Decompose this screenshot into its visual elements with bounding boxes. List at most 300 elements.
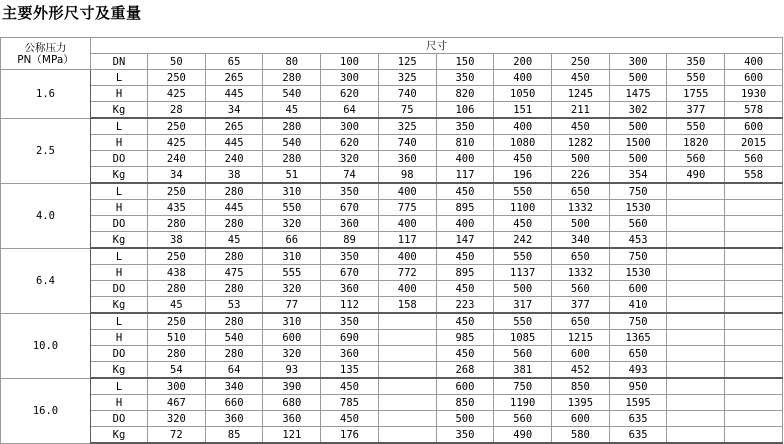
value-cell: 280	[263, 70, 321, 86]
dimension-label-cell: H	[91, 86, 148, 102]
table-header-row	[1, 38, 783, 54]
value-cell: 400	[494, 118, 552, 135]
value-cell: 196	[494, 167, 552, 184]
value-cell: 775	[378, 200, 436, 216]
value-cell	[667, 183, 725, 200]
value-cell: 280	[205, 346, 263, 362]
value-cell: 650	[552, 183, 610, 200]
value-cell: 493	[609, 362, 667, 379]
value-cell	[725, 346, 783, 362]
table-row	[1, 216, 783, 232]
table-row	[1, 346, 783, 362]
table-row	[1, 248, 783, 265]
value-cell: 1755	[667, 86, 725, 102]
table-row	[1, 135, 783, 151]
value-cell	[667, 378, 725, 395]
value-cell	[378, 411, 436, 427]
value-cell	[725, 200, 783, 216]
dimension-label-cell: L	[91, 118, 148, 135]
dimension-label-cell: Kg	[91, 297, 148, 314]
value-cell	[725, 265, 783, 281]
value-cell: 280	[205, 248, 263, 265]
value-cell: 740	[378, 86, 436, 102]
value-cell: 1050	[494, 86, 552, 102]
value-cell: 550	[494, 248, 552, 265]
value-cell: 467	[148, 395, 206, 411]
value-cell: 325	[378, 118, 436, 135]
pressure-cell: 16.0	[1, 378, 91, 443]
value-cell: 500	[436, 411, 494, 427]
value-cell	[667, 297, 725, 314]
value-cell: 300	[321, 118, 379, 135]
value-cell: 1332	[552, 265, 610, 281]
value-cell	[667, 216, 725, 232]
value-cell: 772	[378, 265, 436, 281]
value-cell: 390	[263, 378, 321, 395]
pressure-cell: 1.6	[1, 70, 91, 119]
page-title: 主要外形尺寸及重量	[2, 4, 142, 22]
value-cell	[725, 216, 783, 232]
value-cell: 445	[205, 200, 263, 216]
value-cell: 950	[609, 378, 667, 395]
value-cell: 280	[205, 281, 263, 297]
value-cell: 320	[263, 281, 321, 297]
value-cell	[667, 281, 725, 297]
dn-value-cell: 80	[263, 54, 321, 70]
value-cell	[378, 346, 436, 362]
value-cell: 635	[609, 427, 667, 444]
value-cell: 1080	[494, 135, 552, 151]
table-row	[1, 313, 783, 330]
dimension-label-cell: Kg	[91, 102, 148, 119]
value-cell: 350	[436, 427, 494, 444]
value-cell: 438	[148, 265, 206, 281]
table-row	[1, 411, 783, 427]
value-cell: 540	[205, 330, 263, 346]
value-cell: 650	[609, 346, 667, 362]
value-cell: 895	[436, 200, 494, 216]
value-cell: 560	[494, 411, 552, 427]
value-cell: 280	[148, 346, 206, 362]
value-cell	[725, 362, 783, 379]
value-cell	[667, 362, 725, 379]
value-cell: 360	[378, 151, 436, 167]
value-cell: 453	[609, 232, 667, 249]
dimension-label-cell: DO	[91, 346, 148, 362]
table-row	[1, 183, 783, 200]
value-cell: 1820	[667, 135, 725, 151]
value-cell: 280	[263, 151, 321, 167]
value-cell: 550	[494, 183, 552, 200]
dimension-label-cell: DO	[91, 411, 148, 427]
value-cell: 354	[609, 167, 667, 184]
value-cell: 1100	[494, 200, 552, 216]
value-cell	[725, 297, 783, 314]
value-cell	[667, 346, 725, 362]
value-cell: 226	[552, 167, 610, 184]
value-cell: 500	[494, 281, 552, 297]
value-cell	[667, 395, 725, 411]
table-row	[1, 427, 783, 444]
value-cell: 51	[263, 167, 321, 184]
value-cell	[378, 427, 436, 444]
value-cell: 435	[148, 200, 206, 216]
value-cell	[378, 362, 436, 379]
dn-value-cell: 250	[552, 54, 610, 70]
value-cell: 360	[321, 281, 379, 297]
value-cell: 135	[321, 362, 379, 379]
value-cell: 558	[725, 167, 783, 184]
table-row	[1, 378, 783, 395]
value-cell	[667, 313, 725, 330]
value-cell: 360	[321, 346, 379, 362]
value-cell	[378, 330, 436, 346]
value-cell: 2015	[725, 135, 783, 151]
value-cell	[667, 232, 725, 249]
value-cell: 340	[552, 232, 610, 249]
value-cell: 450	[552, 118, 610, 135]
value-cell: 785	[321, 395, 379, 411]
dimension-label-cell: DO	[91, 151, 148, 167]
size-header-cell: 尺寸	[91, 38, 783, 54]
value-cell: 670	[321, 265, 379, 281]
dn-label-cell: DN	[91, 54, 148, 70]
value-cell: 250	[148, 118, 206, 135]
value-cell: 151	[494, 102, 552, 119]
value-cell: 89	[321, 232, 379, 249]
value-cell	[725, 427, 783, 444]
table-row	[1, 362, 783, 379]
table-row	[1, 167, 783, 184]
value-cell: 250	[148, 183, 206, 200]
value-cell: 635	[609, 411, 667, 427]
value-cell: 381	[494, 362, 552, 379]
value-cell	[725, 313, 783, 330]
value-cell	[725, 232, 783, 249]
table-row	[1, 70, 783, 86]
value-cell: 550	[494, 313, 552, 330]
value-cell: 280	[205, 216, 263, 232]
value-cell: 450	[436, 248, 494, 265]
table-row	[1, 151, 783, 167]
value-cell	[725, 281, 783, 297]
value-cell: 280	[205, 183, 263, 200]
dn-value-cell: 65	[205, 54, 263, 70]
value-cell: 550	[667, 70, 725, 86]
table-row	[1, 102, 783, 119]
pn-header-cell	[1, 38, 91, 70]
value-cell: 445	[205, 86, 263, 102]
value-cell	[667, 330, 725, 346]
value-cell: 74	[321, 167, 379, 184]
value-cell: 1530	[609, 200, 667, 216]
value-cell: 280	[148, 216, 206, 232]
value-cell	[725, 411, 783, 427]
value-cell: 360	[205, 411, 263, 427]
value-cell: 650	[552, 313, 610, 330]
table-row	[1, 330, 783, 346]
value-cell: 64	[205, 362, 263, 379]
pressure-cell: 2.5	[1, 118, 91, 183]
value-cell: 1282	[552, 135, 610, 151]
value-cell: 72	[148, 427, 206, 444]
value-cell: 377	[552, 297, 610, 314]
value-cell: 1365	[609, 330, 667, 346]
pn-header-line1: 公称压力	[24, 41, 67, 54]
value-cell: 540	[263, 86, 321, 102]
dimension-label-cell: L	[91, 183, 148, 200]
value-cell: 1595	[609, 395, 667, 411]
value-cell: 450	[436, 346, 494, 362]
value-cell: 34	[148, 167, 206, 184]
value-cell: 38	[148, 232, 206, 249]
value-cell: 400	[378, 248, 436, 265]
value-cell: 45	[205, 232, 263, 249]
table-row	[1, 395, 783, 411]
value-cell: 578	[725, 102, 783, 119]
value-cell: 850	[436, 395, 494, 411]
value-cell: 360	[321, 216, 379, 232]
dimension-label-cell: DO	[91, 281, 148, 297]
value-cell: 325	[378, 70, 436, 86]
value-cell: 240	[205, 151, 263, 167]
value-cell: 280	[148, 281, 206, 297]
value-cell: 450	[436, 313, 494, 330]
value-cell: 280	[263, 118, 321, 135]
value-cell: 360	[263, 411, 321, 427]
value-cell: 54	[148, 362, 206, 379]
value-cell: 475	[205, 265, 263, 281]
value-cell: 38	[205, 167, 263, 184]
value-cell: 660	[205, 395, 263, 411]
value-cell: 350	[321, 248, 379, 265]
dn-value-cell: 300	[609, 54, 667, 70]
value-cell: 1137	[494, 265, 552, 281]
value-cell	[378, 313, 436, 330]
value-cell: 1530	[609, 265, 667, 281]
value-cell: 45	[148, 297, 206, 314]
table-row	[1, 297, 783, 314]
dimensions-table	[0, 37, 783, 444]
value-cell	[667, 411, 725, 427]
dn-value-cell: 350	[667, 54, 725, 70]
value-cell: 600	[725, 70, 783, 86]
value-cell: 268	[436, 362, 494, 379]
value-cell: 66	[263, 232, 321, 249]
value-cell: 600	[609, 281, 667, 297]
table-row	[1, 118, 783, 135]
value-cell: 560	[552, 281, 610, 297]
value-cell: 540	[263, 135, 321, 151]
value-cell: 176	[321, 427, 379, 444]
dimension-label-cell: Kg	[91, 167, 148, 184]
value-cell: 500	[609, 118, 667, 135]
value-cell: 265	[205, 70, 263, 86]
value-cell: 93	[263, 362, 321, 379]
value-cell: 600	[725, 118, 783, 135]
value-cell: 560	[609, 216, 667, 232]
value-cell: 500	[609, 70, 667, 86]
value-cell: 320	[263, 216, 321, 232]
dimension-label-cell: L	[91, 248, 148, 265]
table-row	[1, 200, 783, 216]
value-cell: 117	[378, 232, 436, 249]
value-cell: 242	[494, 232, 552, 249]
value-cell: 34	[205, 102, 263, 119]
value-cell: 400	[436, 151, 494, 167]
dimension-label-cell: H	[91, 395, 148, 411]
value-cell: 750	[494, 378, 552, 395]
value-cell: 490	[494, 427, 552, 444]
pressure-cell: 4.0	[1, 183, 91, 248]
value-cell: 147	[436, 232, 494, 249]
value-cell: 400	[378, 281, 436, 297]
dimension-label-cell: DO	[91, 216, 148, 232]
dn-value-cell: 150	[436, 54, 494, 70]
value-cell: 400	[378, 183, 436, 200]
dn-value-cell: 400	[725, 54, 783, 70]
value-cell: 223	[436, 297, 494, 314]
value-cell: 350	[436, 118, 494, 135]
value-cell: 450	[321, 378, 379, 395]
value-cell: 300	[148, 378, 206, 395]
value-cell: 310	[263, 248, 321, 265]
value-cell: 1332	[552, 200, 610, 216]
table-row	[1, 281, 783, 297]
value-cell: 240	[148, 151, 206, 167]
value-cell: 265	[205, 118, 263, 135]
value-cell: 300	[321, 70, 379, 86]
value-cell: 112	[321, 297, 379, 314]
value-cell: 1085	[494, 330, 552, 346]
value-cell: 106	[436, 102, 494, 119]
value-cell: 250	[148, 248, 206, 265]
pressure-cell: 10.0	[1, 313, 91, 378]
dn-value-cell: 100	[321, 54, 379, 70]
dimension-label-cell: H	[91, 135, 148, 151]
value-cell: 310	[263, 183, 321, 200]
value-cell: 680	[263, 395, 321, 411]
value-cell: 750	[609, 183, 667, 200]
value-cell: 600	[263, 330, 321, 346]
value-cell: 425	[148, 135, 206, 151]
value-cell: 158	[378, 297, 436, 314]
value-cell: 250	[148, 313, 206, 330]
value-cell: 450	[552, 70, 610, 86]
value-cell	[725, 248, 783, 265]
value-cell: 985	[436, 330, 494, 346]
value-cell: 350	[436, 70, 494, 86]
value-cell	[667, 265, 725, 281]
value-cell: 500	[552, 216, 610, 232]
value-cell: 340	[205, 378, 263, 395]
value-cell: 400	[494, 70, 552, 86]
dn-value-cell: 125	[378, 54, 436, 70]
value-cell: 820	[436, 86, 494, 102]
value-cell: 28	[148, 102, 206, 119]
value-cell	[667, 200, 725, 216]
pn-header-line2: PN（MPa）	[17, 53, 74, 66]
value-cell: 850	[552, 378, 610, 395]
value-cell: 650	[552, 248, 610, 265]
value-cell: 410	[609, 297, 667, 314]
value-cell: 500	[552, 151, 610, 167]
value-cell: 550	[667, 118, 725, 135]
value-cell	[725, 183, 783, 200]
value-cell: 117	[436, 167, 494, 184]
value-cell	[725, 395, 783, 411]
value-cell: 400	[378, 216, 436, 232]
value-cell: 377	[667, 102, 725, 119]
pressure-cell: 6.4	[1, 248, 91, 313]
value-cell: 211	[552, 102, 610, 119]
value-cell: 600	[552, 411, 610, 427]
value-cell: 560	[667, 151, 725, 167]
value-cell: 1475	[609, 86, 667, 102]
dn-row	[1, 54, 783, 70]
value-cell	[667, 427, 725, 444]
value-cell: 810	[436, 135, 494, 151]
value-cell: 510	[148, 330, 206, 346]
value-cell: 450	[494, 151, 552, 167]
dimension-label-cell: L	[91, 70, 148, 86]
value-cell: 490	[667, 167, 725, 184]
value-cell: 500	[609, 151, 667, 167]
value-cell: 580	[552, 427, 610, 444]
value-cell: 75	[378, 102, 436, 119]
value-cell: 1245	[552, 86, 610, 102]
value-cell: 740	[378, 135, 436, 151]
value-cell: 1190	[494, 395, 552, 411]
value-cell: 350	[321, 183, 379, 200]
value-cell: 450	[436, 281, 494, 297]
value-cell: 64	[321, 102, 379, 119]
value-cell: 1500	[609, 135, 667, 151]
value-cell: 600	[552, 346, 610, 362]
value-cell: 600	[436, 378, 494, 395]
value-cell: 450	[494, 216, 552, 232]
value-cell: 280	[205, 313, 263, 330]
value-cell: 560	[494, 346, 552, 362]
value-cell: 1395	[552, 395, 610, 411]
value-cell: 310	[263, 313, 321, 330]
value-cell: 620	[321, 135, 379, 151]
value-cell: 320	[321, 151, 379, 167]
value-cell	[378, 378, 436, 395]
value-cell	[667, 248, 725, 265]
value-cell: 445	[205, 135, 263, 151]
dn-value-cell: 50	[148, 54, 206, 70]
value-cell: 550	[263, 200, 321, 216]
table-row	[1, 265, 783, 281]
value-cell: 350	[321, 313, 379, 330]
value-cell	[725, 378, 783, 395]
value-cell: 560	[725, 151, 783, 167]
value-cell: 302	[609, 102, 667, 119]
dimension-label-cell: Kg	[91, 232, 148, 249]
value-cell: 425	[148, 86, 206, 102]
value-cell: 98	[378, 167, 436, 184]
value-cell: 400	[436, 216, 494, 232]
table-row	[1, 86, 783, 102]
table-row	[1, 232, 783, 249]
dimension-label-cell: L	[91, 313, 148, 330]
dimension-label-cell: H	[91, 200, 148, 216]
value-cell	[378, 395, 436, 411]
value-cell: 555	[263, 265, 321, 281]
value-cell: 77	[263, 297, 321, 314]
value-cell: 250	[148, 70, 206, 86]
